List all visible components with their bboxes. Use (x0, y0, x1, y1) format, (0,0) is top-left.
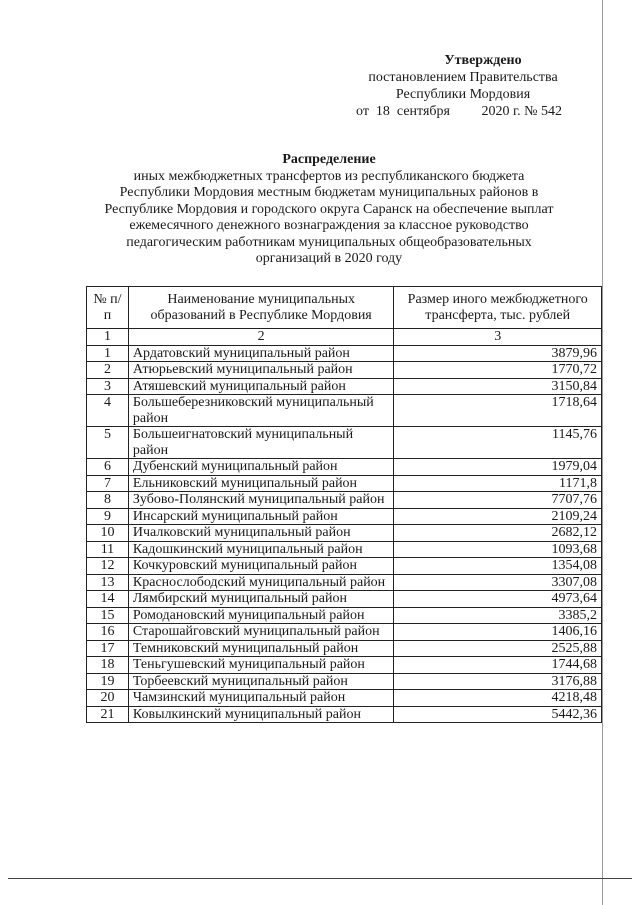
district-name: Кочкуровский муниципальный район (128, 558, 394, 575)
table-row (87, 362, 602, 379)
title-line: организаций в 2020 году (255, 251, 403, 266)
table-row (87, 591, 602, 608)
distribution-table (86, 286, 602, 723)
district-name: Ельниковский муниципальный район (128, 475, 394, 492)
page-edge-line (602, 0, 603, 905)
transfer-amount: 3150,84 (394, 378, 602, 395)
district-name: Атюрьевский муниципальный район (128, 362, 394, 379)
approval-date-line: от 18 сентября 2020 г. № 542 (356, 104, 562, 119)
table-row (87, 558, 602, 575)
table-row (87, 607, 602, 624)
district-name: Инсарский муниципальный район (128, 508, 394, 525)
table-row (87, 492, 602, 509)
transfer-amount: 2682,12 (394, 525, 602, 542)
table-row (87, 640, 602, 657)
title-line: ежемесячного денежного вознаграждения за классное руководство (129, 218, 529, 233)
district-name: Ардатовский муниципальный район (128, 345, 394, 362)
transfer-amount: 3176,88 (394, 673, 602, 690)
table-row (87, 574, 602, 591)
row-number: 2 (87, 362, 129, 379)
transfer-amount: 7707,76 (394, 492, 602, 509)
approval-block (338, 52, 588, 120)
transfer-amount: 3385,2 (394, 607, 602, 624)
district-name: Торбеевский муниципальный район (128, 673, 394, 690)
district-name: Теньгушевский муниципальный район (128, 657, 394, 674)
row-number: 15 (87, 607, 129, 624)
row-number: 6 (87, 459, 129, 476)
table-row (87, 508, 602, 525)
transfer-amount: 3307,08 (394, 574, 602, 591)
header-name: Наименование муниципальных образований в Республике Мордовия (128, 287, 394, 329)
column-number: 2 (128, 329, 394, 346)
district-name: Ковылкинский муниципальный район (128, 706, 394, 723)
column-number: 3 (394, 329, 602, 346)
row-number: 10 (87, 525, 129, 542)
district-name: Большеигнатовский муниципальный район (128, 427, 394, 459)
transfer-amount: 1744,68 (394, 657, 602, 674)
table-row (87, 427, 602, 459)
document-title: Распределение (282, 152, 376, 167)
district-name: Атяшевский муниципальный район (128, 378, 394, 395)
transfer-amount: 1406,16 (394, 624, 602, 641)
row-number: 7 (87, 475, 129, 492)
district-name: Темниковский муниципальный район (128, 640, 394, 657)
title-line: педагогическим работникам муниципальных общеобразовательных (126, 234, 532, 250)
column-number: 1 (87, 329, 129, 346)
row-number: 3 (87, 378, 129, 395)
district-name: Лямбирский муниципальный район (128, 591, 394, 608)
district-name: Ичалковский муниципальный район (128, 525, 394, 542)
district-name: Ромодановский муниципальный район (128, 607, 394, 624)
table-row (87, 657, 602, 674)
title-line: иных межбюджетных трансфертов из республиканского бюджета (133, 168, 525, 184)
transfer-amount: 1770,72 (394, 362, 602, 379)
table-row (87, 475, 602, 492)
column-number-row (87, 329, 602, 346)
table-header-row (87, 287, 602, 329)
transfer-amount: 1354,08 (394, 558, 602, 575)
row-number: 21 (87, 706, 129, 723)
transfer-amount: 1718,64 (394, 395, 602, 427)
document-title-block (86, 152, 572, 268)
table-row (87, 690, 602, 707)
row-number: 14 (87, 591, 129, 608)
transfer-amount: 3879,96 (394, 345, 602, 362)
approval-line-1: постановлением Правительства (368, 70, 558, 85)
header-num: № п/п (87, 287, 129, 329)
transfer-amount: 2525,88 (394, 640, 602, 657)
row-number: 12 (87, 558, 129, 575)
title-line: Республике Мордовия и городского округа Саранск на обеспечение выплат (104, 201, 554, 217)
district-name: Краснослободский муниципальный район (128, 574, 394, 591)
district-name: Старошайговский муниципальный район (128, 624, 394, 641)
transfer-amount: 1145,76 (394, 427, 602, 459)
row-number: 1 (87, 345, 129, 362)
district-name: Дубенский муниципальный район (128, 459, 394, 476)
row-number: 8 (87, 492, 129, 509)
table-row (87, 706, 602, 723)
transfer-amount: 1093,68 (394, 541, 602, 558)
title-line: Республики Мордовия местным бюджетам муниципальных районов в (119, 185, 539, 200)
table-row (87, 525, 602, 542)
district-name: Чамзинский муниципальный район (128, 690, 394, 707)
transfer-amount: 4973,64 (394, 591, 602, 608)
transfer-amount: 2109,24 (394, 508, 602, 525)
row-number: 9 (87, 508, 129, 525)
row-number: 19 (87, 673, 129, 690)
district-name: Большеберезниковский муниципальный район (128, 395, 394, 427)
transfer-amount: 5442,36 (394, 706, 602, 723)
table-row (87, 624, 602, 641)
row-number: 5 (87, 427, 129, 459)
district-name: Зубово-Полянский муниципальный район (128, 492, 394, 509)
district-name: Кадошкинский муниципальный район (128, 541, 394, 558)
row-number: 17 (87, 640, 129, 657)
approval-line-2: Республики Мордовия (395, 87, 531, 102)
table-row (87, 459, 602, 476)
table-row (87, 395, 602, 427)
row-number: 11 (87, 541, 129, 558)
table-row (87, 541, 602, 558)
transfer-amount: 1171,8 (394, 475, 602, 492)
transfer-amount: 4218,48 (394, 690, 602, 707)
row-number: 16 (87, 624, 129, 641)
row-number: 20 (87, 690, 129, 707)
row-number: 13 (87, 574, 129, 591)
table-row (87, 378, 602, 395)
row-number: 4 (87, 395, 129, 427)
transfer-amount: 1979,04 (394, 459, 602, 476)
approval-heading: Утверждено (444, 53, 522, 68)
header-amount: Размер иного межбюджетного трансферта, тыс. рублей (394, 287, 602, 329)
table-row (87, 345, 602, 362)
table-row (87, 673, 602, 690)
bottom-rule (8, 878, 632, 879)
row-number: 18 (87, 657, 129, 674)
